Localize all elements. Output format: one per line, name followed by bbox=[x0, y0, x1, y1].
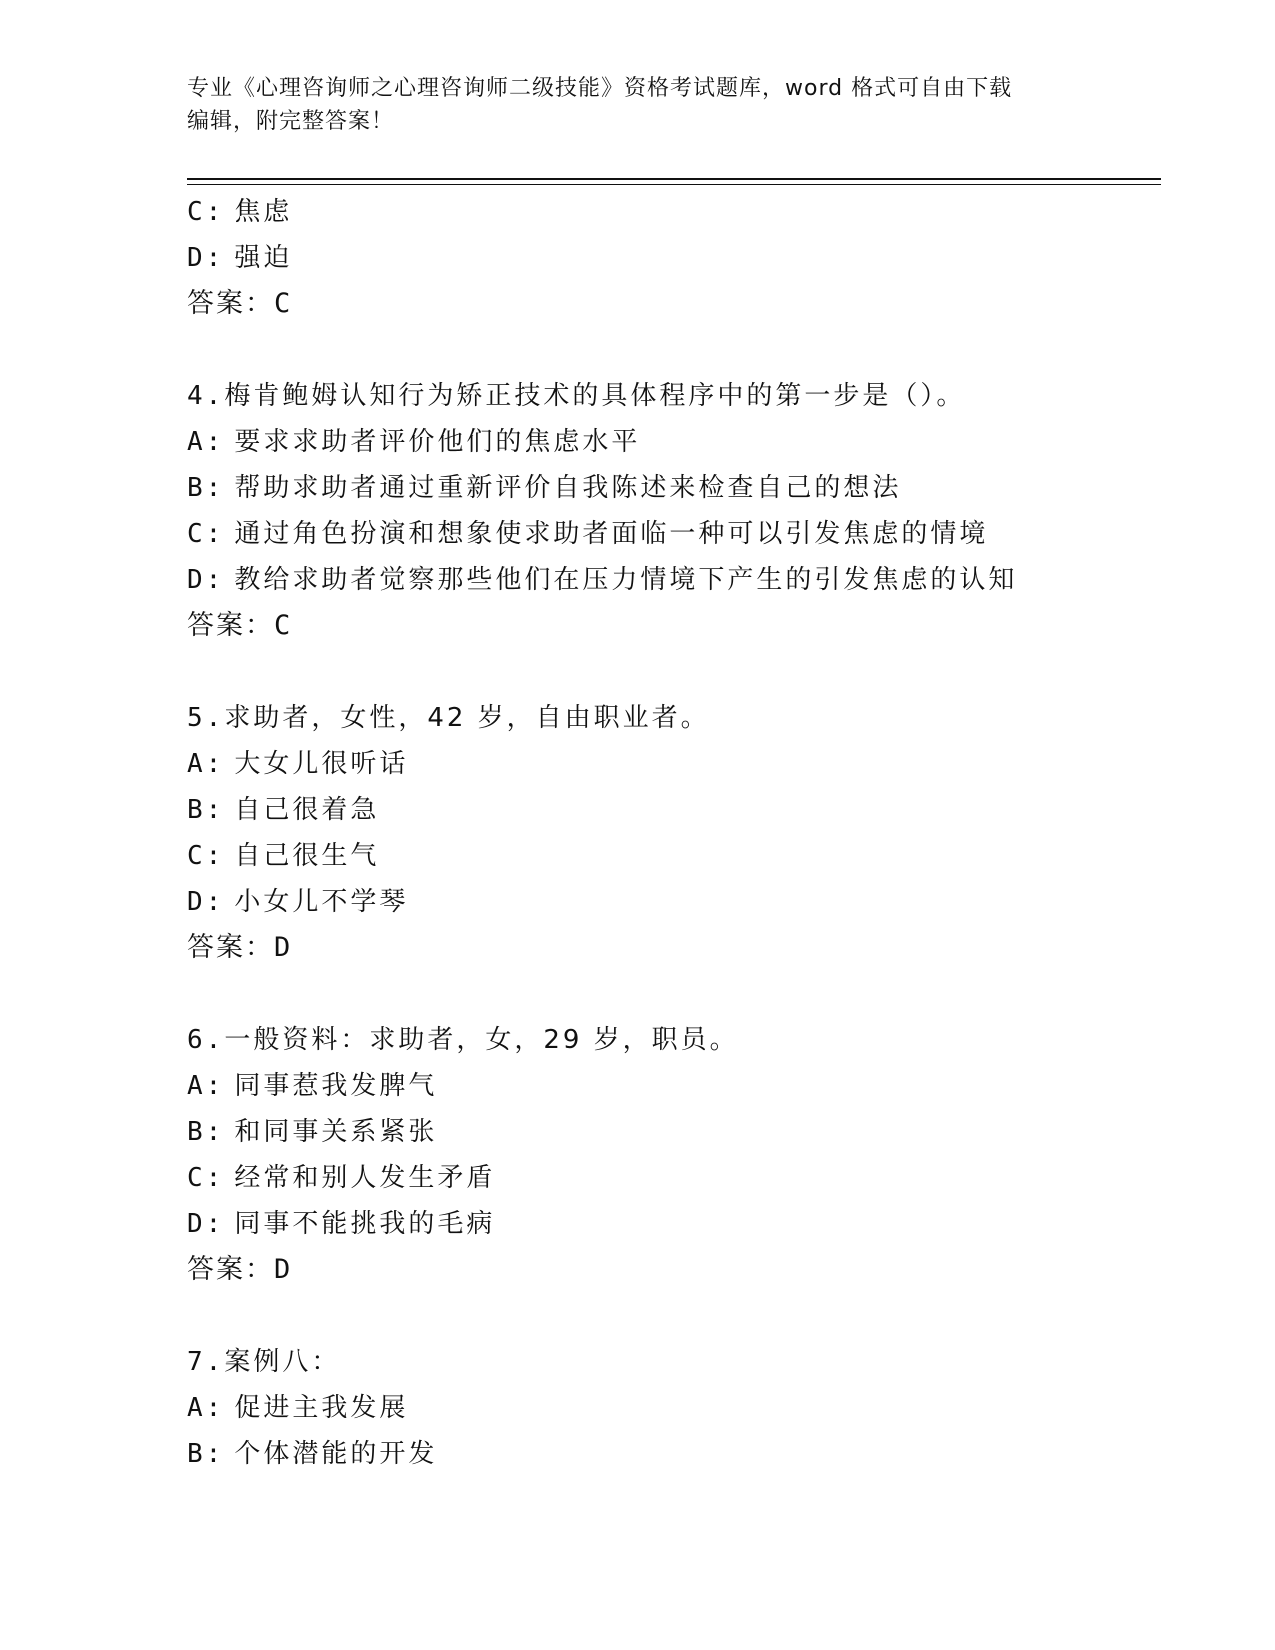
option-text: 同事不能挑我的毛病 bbox=[234, 1209, 496, 1239]
option-key: A: bbox=[187, 1071, 225, 1101]
option-text: 同事惹我发脾气 bbox=[234, 1071, 438, 1101]
answer-label: 答案： bbox=[187, 288, 274, 319]
question-5-option-b bbox=[187, 787, 1161, 833]
header-divider-thin bbox=[187, 184, 1161, 185]
answer-label: 答案： bbox=[187, 610, 274, 641]
question-3-option-d bbox=[187, 235, 1161, 281]
question-number: 7. bbox=[187, 1347, 225, 1377]
option-key: A: bbox=[187, 1393, 225, 1423]
answer-value: D bbox=[274, 932, 293, 963]
option-text: 焦虑 bbox=[234, 197, 293, 227]
question-4-option-c bbox=[187, 511, 1161, 557]
question-6-option-a bbox=[187, 1063, 1161, 1109]
answer-value: C bbox=[274, 288, 293, 319]
question-4-stem bbox=[187, 373, 1161, 419]
question-number: 6. bbox=[187, 1025, 225, 1055]
option-text: 强迫 bbox=[234, 243, 293, 273]
question-3-block bbox=[187, 189, 1161, 327]
answer-value: D bbox=[274, 1254, 293, 1285]
question-6-stem bbox=[187, 1017, 1161, 1063]
question-6-block bbox=[187, 1017, 1161, 1293]
question-4-option-a bbox=[187, 419, 1161, 465]
question-7-option-b bbox=[187, 1431, 1161, 1477]
option-key: C: bbox=[187, 841, 225, 871]
option-text: 和同事关系紧张 bbox=[234, 1117, 438, 1147]
option-text: 自己很着急 bbox=[234, 795, 380, 825]
question-5-block bbox=[187, 695, 1161, 971]
answer-label: 答案： bbox=[187, 932, 274, 963]
option-key: C: bbox=[187, 519, 225, 549]
option-key: D: bbox=[187, 243, 225, 273]
option-key: D: bbox=[187, 887, 225, 917]
option-key: B: bbox=[187, 473, 225, 503]
question-5-option-c bbox=[187, 833, 1161, 879]
option-text: 个体潜能的开发 bbox=[234, 1439, 438, 1469]
question-6-option-d bbox=[187, 1201, 1161, 1247]
option-text: 自己很生气 bbox=[234, 841, 380, 871]
question-number: 5. bbox=[187, 703, 225, 733]
question-6-option-b bbox=[187, 1109, 1161, 1155]
question-text: 一般资料：求助者，女，29 岁，职员。 bbox=[224, 1025, 739, 1055]
header-line-2: 编辑，附完整答案！ bbox=[187, 109, 395, 134]
question-list bbox=[187, 189, 1161, 1477]
option-text: 小女儿不学琴 bbox=[234, 887, 409, 917]
question-7-option-a bbox=[187, 1385, 1161, 1431]
question-text: 梅肯鲍姆认知行为矫正技术的具体程序中的第一步是（）。 bbox=[224, 381, 966, 411]
option-key: B: bbox=[187, 795, 225, 825]
option-key: C: bbox=[187, 197, 225, 227]
option-key: C: bbox=[187, 1163, 225, 1193]
question-5-answer bbox=[187, 925, 1161, 971]
question-4-block bbox=[187, 373, 1161, 649]
document-header bbox=[187, 72, 1067, 138]
question-4-option-d bbox=[187, 557, 1161, 603]
question-text: 案例八： bbox=[224, 1347, 341, 1377]
question-7-stem bbox=[187, 1339, 1161, 1385]
option-key: B: bbox=[187, 1117, 225, 1147]
option-text: 要求求助者评价他们的焦虑水平 bbox=[234, 427, 641, 457]
question-3-option-c bbox=[187, 189, 1161, 235]
option-key: A: bbox=[187, 427, 225, 457]
option-text: 经常和别人发生矛盾 bbox=[234, 1163, 496, 1193]
option-key: D: bbox=[187, 1209, 225, 1239]
question-5-stem bbox=[187, 695, 1161, 741]
header-divider-thick bbox=[187, 178, 1161, 180]
question-5-option-d bbox=[187, 879, 1161, 925]
header-line-1: 专业《心理咨询师之心理咨询师二级技能》资格考试题库，word 格式可自由下载 bbox=[187, 76, 1013, 101]
question-text: 求助者，女性，42 岁，自由职业者。 bbox=[224, 703, 710, 733]
option-key: B: bbox=[187, 1439, 225, 1469]
option-text: 大女儿很听话 bbox=[234, 749, 409, 779]
question-5-option-a bbox=[187, 741, 1161, 787]
option-text: 帮助求助者通过重新评价自我陈述来检查自己的想法 bbox=[234, 473, 902, 503]
question-3-answer bbox=[187, 281, 1161, 327]
option-key: D: bbox=[187, 565, 225, 595]
question-number: 4. bbox=[187, 381, 225, 411]
option-text: 教给求助者觉察那些他们在压力情境下产生的引发焦虑的认知 bbox=[234, 565, 1018, 595]
question-6-answer bbox=[187, 1247, 1161, 1293]
answer-value: C bbox=[274, 610, 293, 641]
answer-label: 答案： bbox=[187, 1254, 274, 1285]
option-text: 通过角色扮演和想象使求助者面临一种可以引发焦虑的情境 bbox=[234, 519, 989, 549]
option-key: A: bbox=[187, 749, 225, 779]
question-7-block bbox=[187, 1339, 1161, 1477]
option-text: 促进主我发展 bbox=[234, 1393, 409, 1423]
question-4-option-b bbox=[187, 465, 1161, 511]
question-4-answer bbox=[187, 603, 1161, 649]
question-6-option-c bbox=[187, 1155, 1161, 1201]
